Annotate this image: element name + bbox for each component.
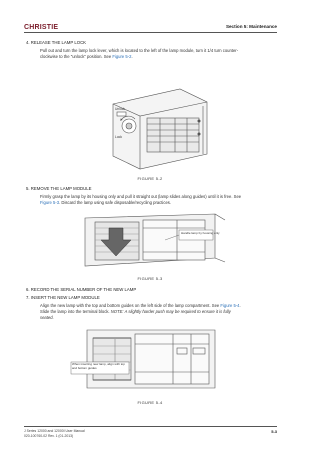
step-4-heading <box>26 40 86 45</box>
footer-manual-title: J Series 12000 and 12000I User Manual <box>24 429 85 433</box>
step-7-number: 7. <box>26 295 30 300</box>
footer-rule <box>24 426 277 427</box>
figure-5-3-caption: FIGURE 5-3 <box>137 276 163 281</box>
step-6-number: 6. <box>26 287 30 292</box>
step-6-title: RECORD THE SERIAL NUMBER OF THE NEW LAMP <box>30 287 137 292</box>
step-4-number: 4. <box>26 40 30 45</box>
step-5-text-a: Firmly grasp the lamp by its housing only and pull it straight out (lamp slides along guides) until it is free. See <box>40 194 242 199</box>
header-rule <box>24 32 277 33</box>
step-7-note: NOTE: A slightly harder push may be required to ensure it is fully <box>110 309 231 314</box>
handle-callout: Handle lamp by housing only <box>181 231 220 235</box>
step-4-text-a: Pull out and turn the lamp lock lever, which is located to the left of the lamp module, turn it 1/4 turn counter- <box>40 48 239 53</box>
footer-part-number: 020-100760-02 Rev. 1 (01-2013) <box>24 434 74 438</box>
figure-5-4 <box>0 324 300 396</box>
unlock-label: Unlock <box>115 107 126 111</box>
step-5-title: REMOVE THE LAMP MODULE <box>30 186 92 191</box>
step-7-text-a: Align the new lamp with the top and bottom guides on the left side of the lamp compartment. See <box>40 303 221 308</box>
christie-logo: CHRISTIE <box>24 24 59 31</box>
step-5-text-b: . Discard the lamp using safe disposable/recycling practices. <box>59 200 172 205</box>
figure-5-3-link[interactable]: Figure 5-3 <box>40 200 60 205</box>
step-4-text-b: clockwise to the "unlock" position. See <box>40 54 113 59</box>
lock-label: Lock <box>115 135 122 139</box>
step-7-title: INSERT THE NEW LAMP MODULE <box>30 295 100 300</box>
step-4-paragraph <box>40 48 276 60</box>
figure-5-4-link[interactable]: Figure 5-4 <box>220 303 240 308</box>
step-7-text-b: . <box>239 303 241 308</box>
step-4-text-end: . <box>131 54 133 59</box>
step-7-heading <box>26 295 100 300</box>
page-number: 5-3 <box>271 429 277 434</box>
step-4-title: RELEASE THE LAMP LOCK <box>30 40 87 45</box>
figure-5-2 <box>0 64 300 174</box>
step-7-text-c: Slide the lamp into the terminal block. <box>40 309 111 314</box>
figure-5-3 <box>0 210 300 270</box>
step-5-heading <box>26 186 92 191</box>
insert-callout: When inserting new lamp, align with top and bottom guides <box>72 363 125 370</box>
figure-5-2-link[interactable]: Figure 5-2 <box>112 54 132 59</box>
step-7-note-end: seated. <box>40 315 54 320</box>
figure-5-2-caption: FIGURE 5-2 <box>137 176 163 181</box>
lamp-removal-illustration <box>65 210 235 270</box>
step-5-paragraph <box>40 194 276 206</box>
lamp-lock-illustration <box>85 64 215 174</box>
step-7-paragraph <box>40 303 276 321</box>
figure-5-4-caption: FIGURE 5-4 <box>137 400 163 405</box>
lamp-insert-illustration <box>65 324 235 396</box>
step-5-number: 5. <box>26 186 30 191</box>
section-title: Section 5: Maintenance <box>225 24 277 29</box>
step-6-heading <box>26 287 136 292</box>
